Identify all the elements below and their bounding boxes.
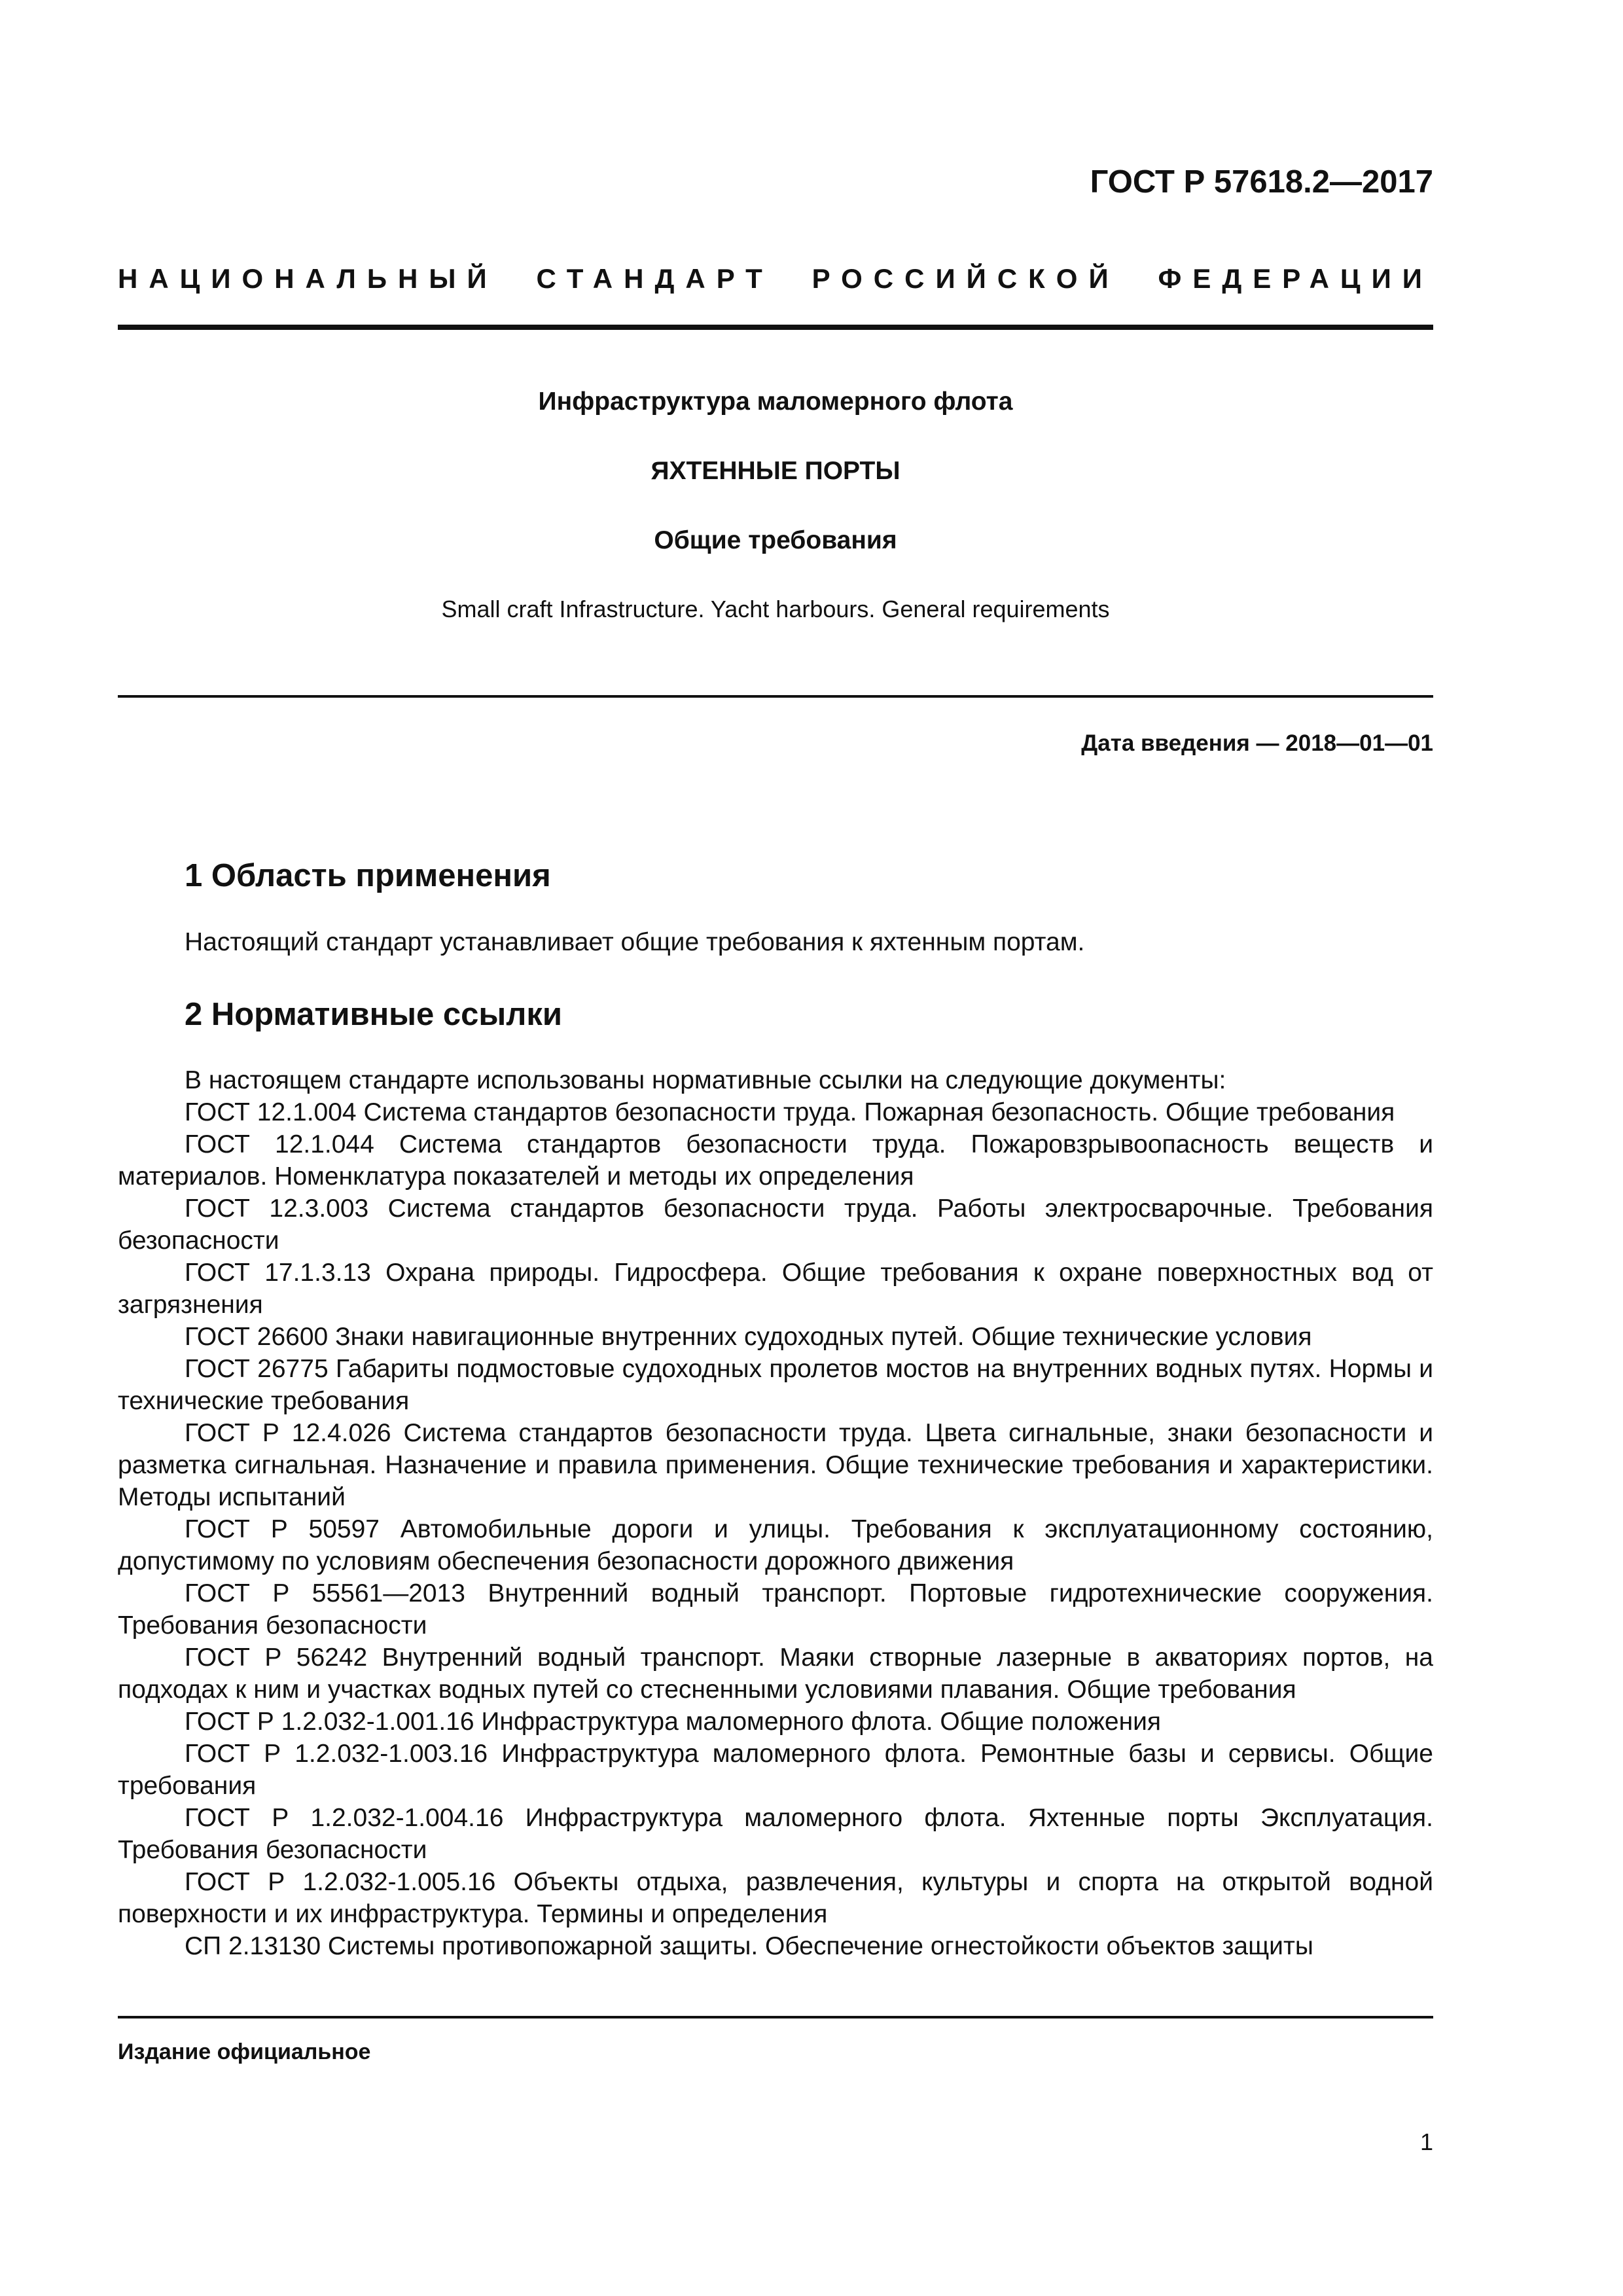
reference-item: ГОСТ Р 12.4.026 Система стандартов безопасности труда. Цвета сигнальные, знаки безопасности и разметка сигнальная. Назначение и правила применения. Общие технические требования и характеристики. Методы испытаний — [118, 1419, 1433, 1511]
reference-item: ГОСТ Р 1.2.032-1.005.16 Объекты отдыха, развлечения, культуры и спорта на открытой водной поверхности и их инфраструктура. Термины и определения — [118, 1868, 1433, 1928]
reference-item: СП 2.13130 Системы противопожарной защиты. Обеспечение огнестойкости объектов защиты — [185, 1932, 1313, 1960]
page-number: 1 — [1419, 2128, 1433, 2155]
reference-item: ГОСТ Р 1.2.032-1.001.16 Инфраструктура маломерного флота. Общие положения — [185, 1708, 1162, 1736]
reference-item: ГОСТ 12.3.003 Система стандартов безопасности труда. Работы электросварочные. Требования безопасности — [118, 1194, 1433, 1255]
introduction-date: Дата введения — 2018—01—01 — [1081, 730, 1433, 756]
reference-item: ГОСТ Р 56242 Внутренний водный транспорт. Маяки створные лазерные в акваториях портов, на подходах к ним и участках водных путей со стесненными условиями плавания. Общие требования — [118, 1643, 1433, 1704]
reference-item: ГОСТ 12.1.004 Система стандартов безопасности труда. Пожарная безопасность. Общие требования — [185, 1098, 1395, 1126]
section-1-text: Настоящий стандарт устанавливает общие требования к яхтенным портам. — [185, 928, 1085, 956]
gost-number: ГОСТ Р 57618.2—2017 — [1090, 164, 1433, 200]
header-divider — [118, 325, 1433, 330]
reference-item: ГОСТ 26775 Габариты подмостовые судоходных пролетов мостов на внутренних водных путях. Нормы и технические требования — [118, 1355, 1433, 1415]
national-standard-title: НАЦИОНАЛЬНЫЙ СТАНДАРТ РОССИЙСКОЙ ФЕДЕРАЦИИ — [118, 263, 1433, 294]
document-title-english: Small craft Infrastructure. Yacht harbours. General requirements — [441, 596, 1110, 622]
reference-item: ГОСТ Р 50597 Автомобильные дороги и улицы. Требования к эксплуатационному состоянию, допустимому по условиям обеспечения безопасности дорожного движения — [118, 1515, 1433, 1575]
document-title-line3: Общие требования — [654, 526, 897, 554]
document-title-line2: ЯХТЕННЫЕ ПОРТЫ — [651, 457, 901, 485]
footer-divider — [118, 2016, 1433, 2018]
official-edition-label: Издание официальное — [118, 2039, 371, 2064]
references-intro: В настоящем стандарте использованы нормативные ссылки на следующие документы: — [185, 1066, 1226, 1094]
normative-references — [118, 1064, 1433, 1962]
reference-item: ГОСТ 17.1.3.13 Охрана природы. Гидросфера. Общие требования к охране поверхностных вод от загрязнения — [118, 1259, 1433, 1319]
section-2-heading: 2 Нормативные ссылки — [185, 997, 562, 1032]
reference-item: ГОСТ 26600 Знаки навигационные внутренних судоходных путей. Общие технические условия — [185, 1323, 1312, 1351]
title-divider — [118, 695, 1433, 698]
reference-item: ГОСТ 12.1.044 Система стандартов безопасности труда. Пожаровзрывоопасность веществ и материалов. Номенклатура показателей и методы их определения — [118, 1130, 1433, 1191]
section-1-heading: 1 Область применения — [185, 858, 551, 893]
reference-item: ГОСТ Р 55561—2013 Внутренний водный транспорт. Портовые гидротехнические сооружения. Требования безопасности — [118, 1579, 1433, 1640]
reference-item: ГОСТ Р 1.2.032-1.004.16 Инфраструктура маломерного флота. Яхтенные порты Эксплуатация. Требования безопасности — [118, 1804, 1433, 1864]
document-title-line1: Инфраструктура маломерного флота — [538, 387, 1013, 416]
reference-item: ГОСТ Р 1.2.032-1.003.16 Инфраструктура маломерного флота. Ремонтные базы и сервисы. Общие требования — [118, 1740, 1433, 1800]
